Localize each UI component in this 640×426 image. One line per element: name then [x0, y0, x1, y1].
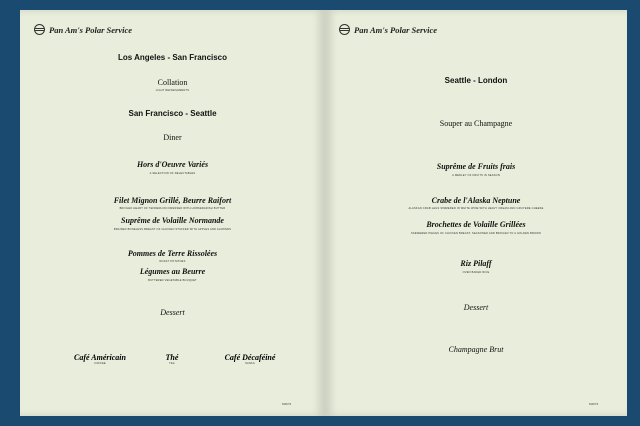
menu-header-right: [339, 24, 437, 35]
form-code: M4673: [282, 402, 292, 406]
dish-pommes: Pommes de Terre Rissolées: [127, 249, 218, 258]
beverage-tea-label: Thé: [165, 353, 179, 362]
course-diner: Diner: [163, 133, 182, 142]
course-collation: Collation: [157, 78, 188, 87]
brochettes-description: SKEWERED PIECES OF CHICKEN BREAST, SEASONED AND BROILED TO A GOLDEN BROWN: [411, 232, 541, 235]
hors-doeuvre-description: A SELECTION OF DELECTABLES: [149, 172, 196, 175]
dish-hors-doeuvre: Hors d'Oeuvre Variés: [136, 160, 209, 169]
dish-legumes: Légumes au Beurre: [139, 267, 206, 276]
course-dessert: Dessert: [160, 308, 185, 317]
beverage-coffee-label: Café Américain: [74, 353, 126, 362]
pan-am-globe-icon: [34, 24, 45, 35]
dish-filet-mignon: Filet Mignon Grillé, Beurre Raifort: [113, 196, 232, 205]
route-seattle-london: Seattle - London: [444, 76, 508, 85]
dish-fruits: Suprême de Fruits frais: [436, 162, 516, 171]
menu-header: [34, 24, 132, 35]
dish-riz: Riz Pilaff: [460, 259, 492, 268]
header-title: Pan Am's Polar Service: [49, 24, 133, 35]
dish-brochettes: Brochettes de Volaille Grillées: [426, 220, 526, 229]
pan-am-globe-icon: [339, 24, 350, 35]
pommes-description: ROAST POTATOES: [159, 260, 186, 263]
beverage-coffee-sub: COFFEE: [94, 362, 106, 365]
dish-crabe: Crabe de l'Alaska Neptune: [431, 196, 521, 205]
filet-mignon-description: BROILED HEART OF TENDERLOIN DRESSED WITH HORSERADISH BUTTER: [119, 207, 226, 210]
supreme-volaille-description: BRAISED BONELESS BREAST OF CHICKEN STUFFED WITH APPLES AND ALMONDS: [113, 228, 232, 231]
course-souper: Souper au Champagne: [439, 119, 513, 128]
beverage-tea: [132, 353, 212, 366]
riz-description: OVEN BAKED RICE: [462, 271, 490, 274]
beverage-coffee: [60, 353, 140, 366]
beverage-decaf-label: Café Décaféiné: [224, 353, 276, 362]
beverage-decaf-sub: SANKA: [245, 362, 255, 365]
left-menu-page: [20, 10, 325, 416]
fruits-description: A MEDLEY OF FRUITS IN SEASON: [452, 174, 500, 177]
crabe-description: ALASKAN CRAB LEGS SIMMERED IN WHITE WINE WITH HEAVY CREAM AND GRUYERE CHEESE: [408, 207, 544, 210]
right-menu-page: [325, 10, 627, 416]
course-champagne: Champagne Brut: [448, 345, 504, 354]
dish-supreme-volaille: Suprême de Volaille Normande: [121, 216, 224, 225]
course-dessert-right: Dessert: [463, 303, 489, 312]
form-code-right: M4673: [589, 402, 599, 406]
header-title-right: Pan Am's Polar Service: [354, 24, 438, 35]
collation-description: LIGHT REFRESHMENTS: [155, 89, 190, 92]
beverage-decaf: [210, 353, 290, 366]
legumes-description: BUTTERED VEGETABLE BOUQUET: [148, 279, 197, 282]
beverage-tea-sub: TEA: [169, 362, 175, 365]
route-sf-seattle: San Francisco - Seattle: [128, 109, 217, 118]
route-la-sf: Los Angeles - San Francisco: [117, 53, 228, 62]
